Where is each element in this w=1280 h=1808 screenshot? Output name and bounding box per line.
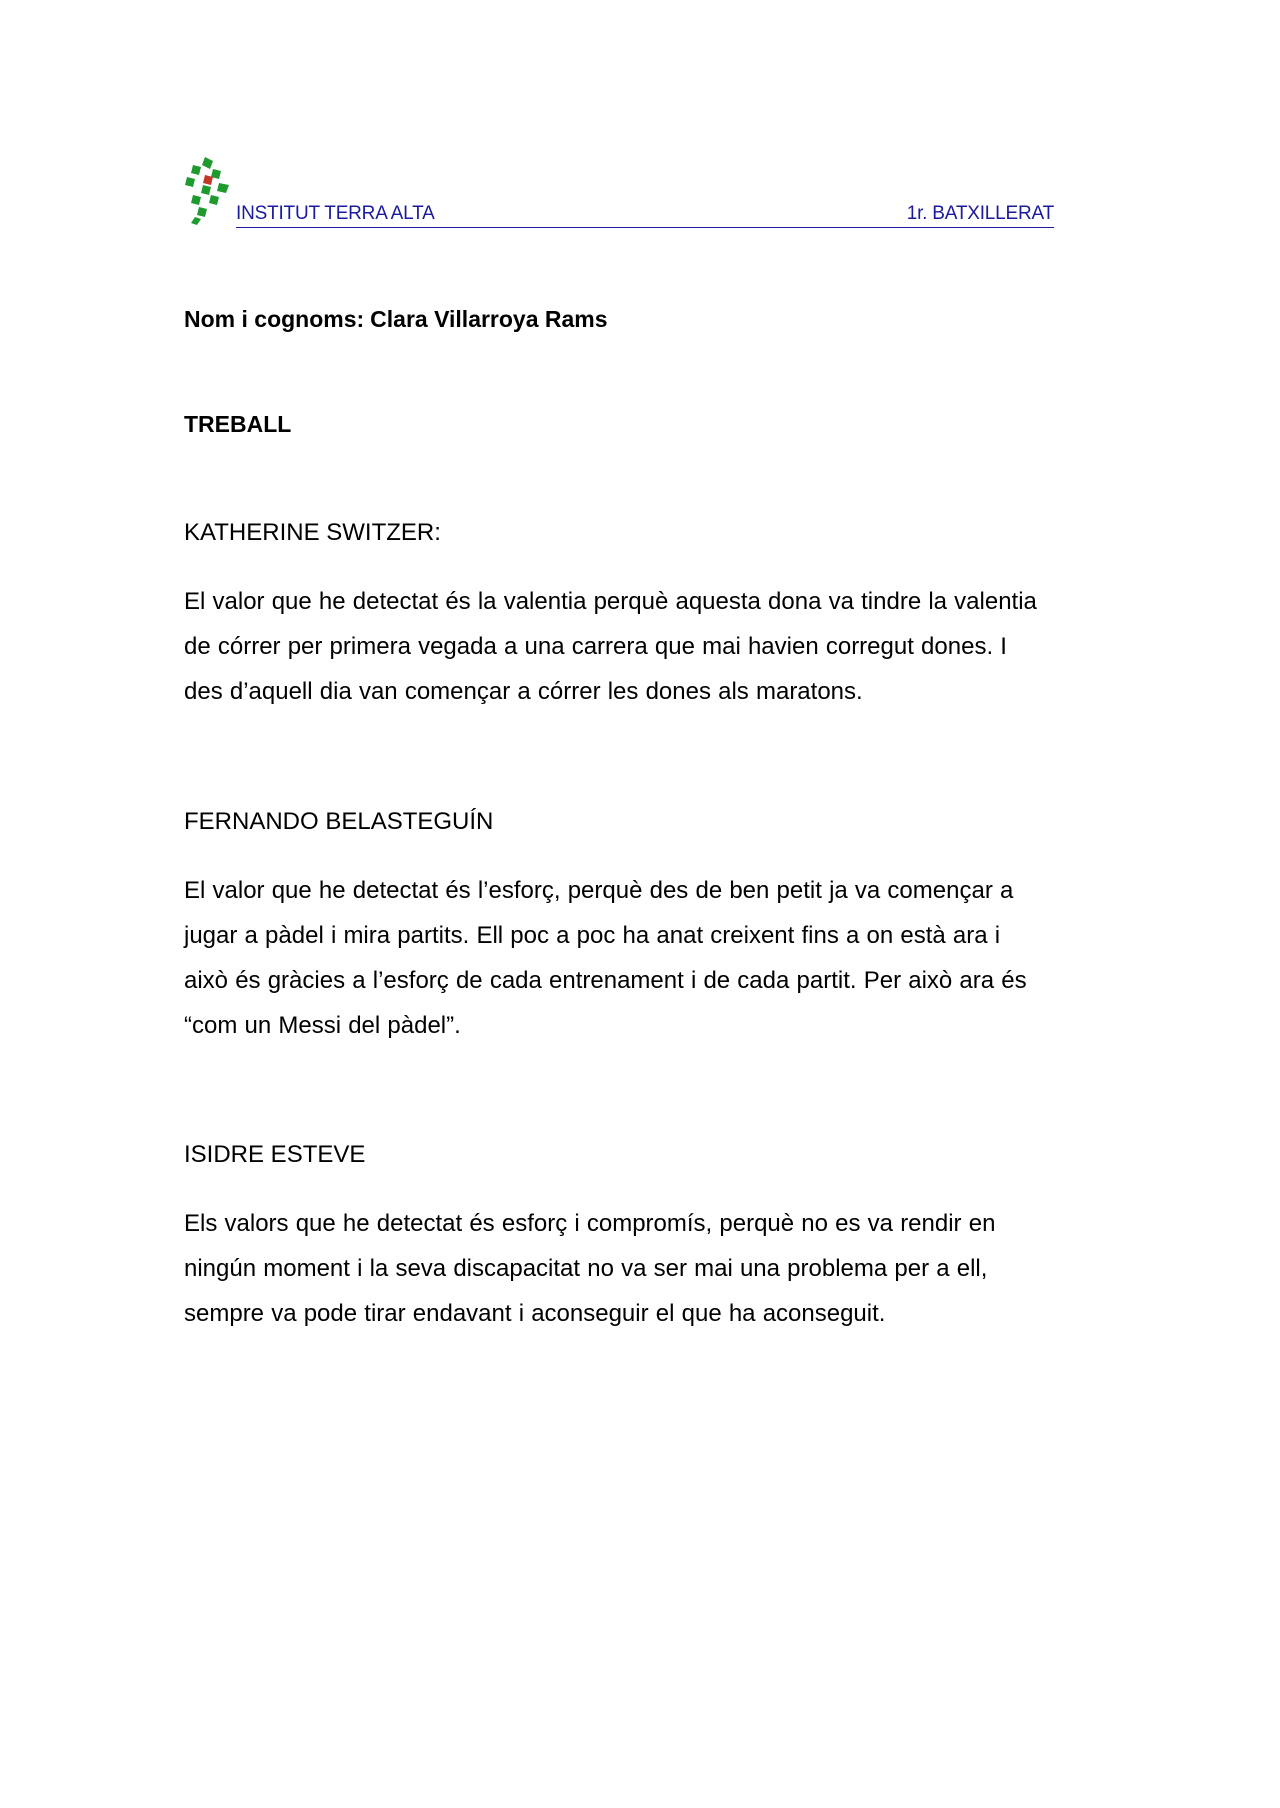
paragraph-line: això és gràcies a l’esforç de cada entrenament i de cada partit. Per això ara és [184,967,1027,994]
paragraph-line: Els valors que he detectat és esforç i compromís, perquè no es va rendir en [184,1210,996,1237]
paragraph-line: de córrer per primera vegada a una carrera que mai havien corregut dones. I [184,633,1007,660]
paragraph-line: jugar a pàdel i mira partits. Ell poc a poc ha anat creixent fins a on està ara i [184,922,1001,949]
section-heading: ISIDRE ESTEVE [184,1141,366,1168]
paragraph-line: El valor que he detectat és la valentia perquè aquesta dona va tindre la valentia [184,588,1037,615]
student-line [184,304,608,334]
section-fernando-belasteguin [184,807,1104,1048]
school-logo-icon [183,155,233,227]
paragraph-line: El valor que he detectat és l’esforç, perquè des de ben petit ja va començar a [184,877,1014,904]
section-paragraph [184,579,1104,714]
paragraph-line: ningún moment i la seva discapacitat no va ser mai una problema per a ell, [184,1255,988,1282]
student-name: Clara Villarroya Rams [370,306,608,332]
school-name: INSTITUT TERRA ALTA [236,203,435,224]
paragraph-line: “com un Messi del pàdel”. [184,1012,461,1039]
paragraph-line: des d’aquell dia van començar a córrer les dones als maratons. [184,678,863,705]
course-name: 1r. BATXILLERAT [906,203,1054,224]
section-paragraph [184,1201,1104,1336]
section-katherine-switzer [184,518,1104,714]
section-paragraph [184,868,1104,1048]
paragraph-line: sempre va pode tirar endavant i aconseguir el que ha aconseguit. [184,1300,886,1327]
section-isidre-esteve [184,1140,1104,1336]
document-title: TREBALL [184,411,292,437]
section-heading: KATHERINE SWITZER: [184,519,441,546]
student-label: Nom i cognoms: [184,306,365,332]
section-heading: FERNANDO BELASTEGUÍN [184,808,494,835]
header-bar [236,202,1054,228]
